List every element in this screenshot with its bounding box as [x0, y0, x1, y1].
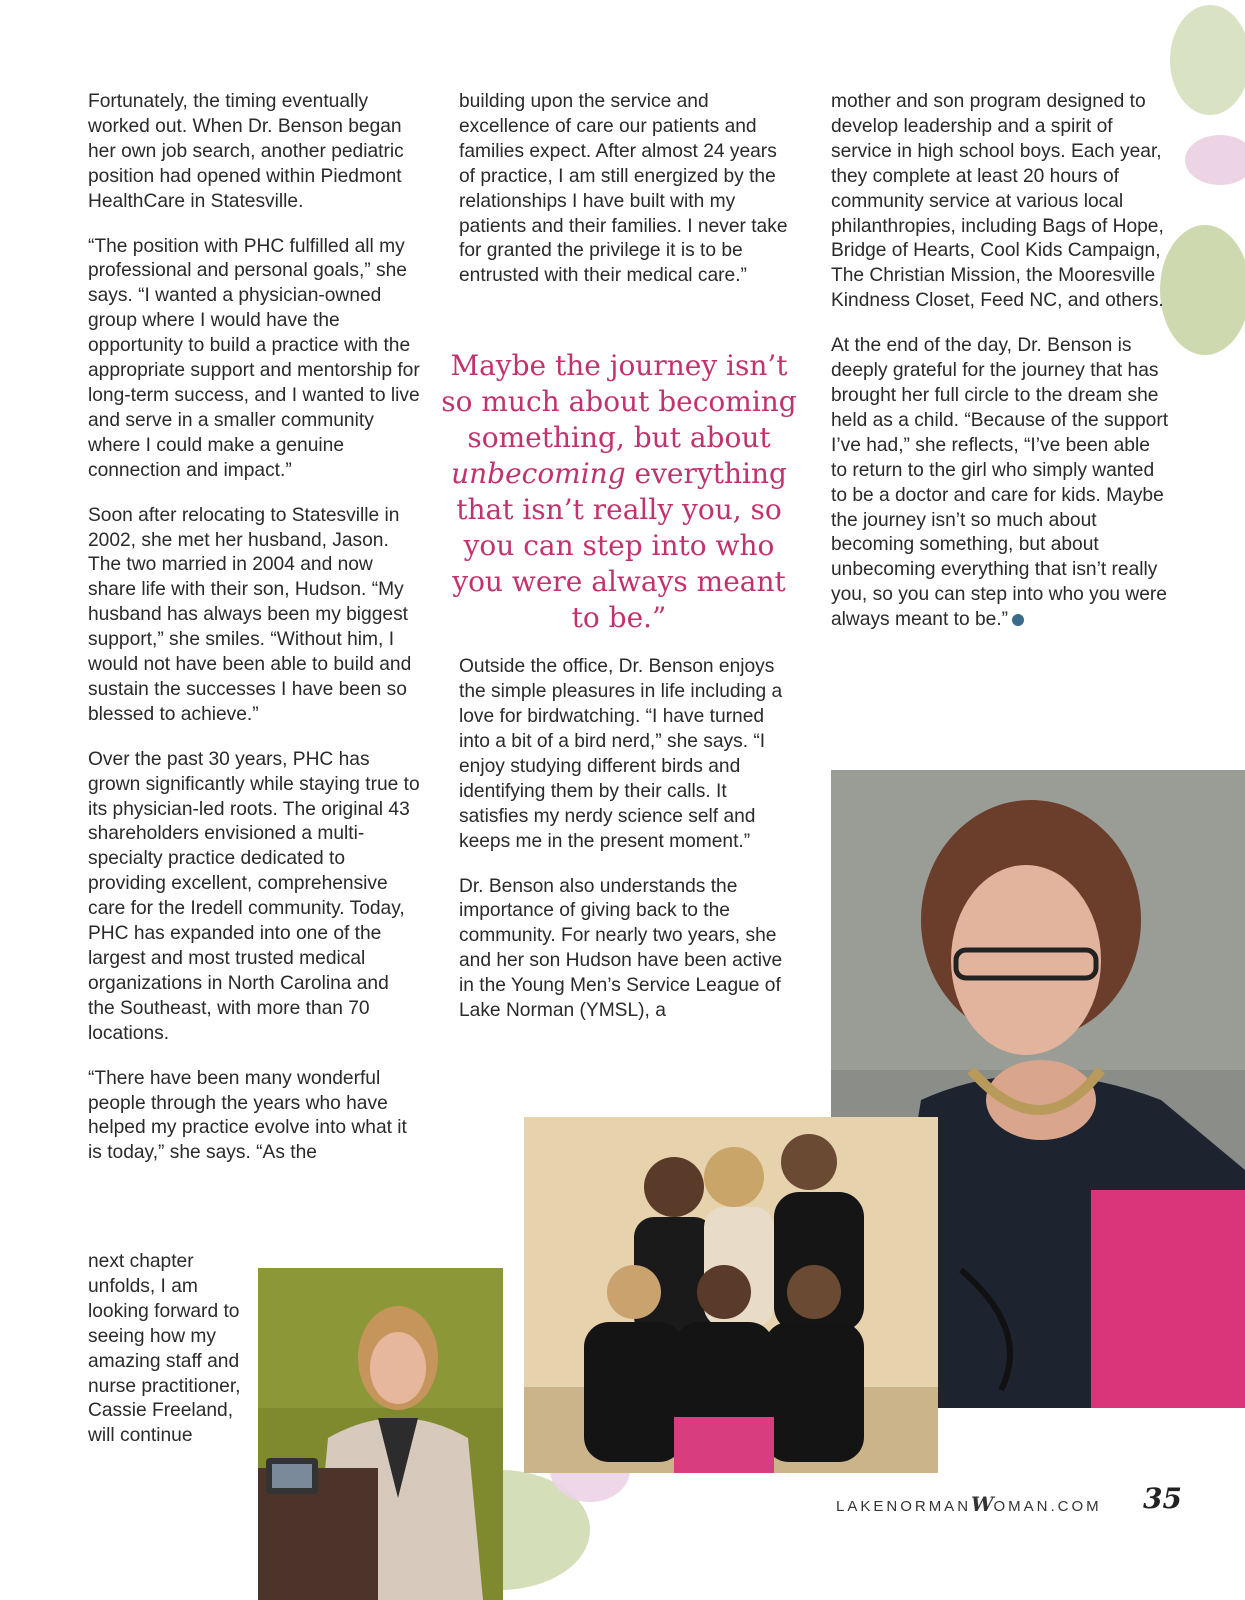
paragraph-final-text: At the end of the day, Dr. Benson is deeply grateful for the journey that has brought her full circle to the dream she held as a child. “Because of the support I’ve had,” she reflects, “I’ve been able to return to the girl who simply wanted to be a doctor and care for kids. Maybe the journey isn’t so much about becoming something, but about unbecoming everything that isn’t really you, so you can step into who you were always meant to be.”	[831, 335, 1169, 631]
pull-quote-text: Maybe the journey isn’t so much about becoming something, but about	[441, 349, 797, 454]
paragraph: “The position with PHC fulfilled all my professional and personal goals,” she says. “I wanted a physician-owned group where I would have the opportunity to build a practice with the appropriate support and mentorship for long-term success, and I wanted to live and serve in a smaller community where I could make a genuine connection and impact.”	[88, 235, 420, 481]
paragraph: Over the past 30 years, PHC has grown significantly while staying true to its physician-led roots. The original 43 shareholders envisioned a multi-specialty practice dedicated to providing excellent, comprehensive care for the Iredell community. Today, PHC has expanded into one of the largest and most trusted medical organizations in North Carolina and the Southeast, with more than 70 locations.	[88, 748, 420, 1044]
site-name-start: LAKENORMAN	[836, 1498, 972, 1515]
paragraph: Outside the office, Dr. Benson enjoys the simple pleasures in life including a love for birdwatching. “I have turned into a bit of a bird nerd,” she says. “I enjoy studying different birds and identifying them by their calls. It satisfies my nerdy science self and keeps me in the present moment.”	[459, 656, 783, 852]
paragraph: Soon after relocating to Statesville in 2002, she met her husband, Jason. The two married in 2004 and now share life with their son, Hudson. “My husband has always been my biggest support,” she smiles. “Without him, I would not have been able to build and sustain the successes I have been so blessed to achieve.”	[88, 504, 412, 725]
site-name-end: OMAN.COM	[993, 1498, 1102, 1515]
end-mark-icon	[1012, 614, 1024, 626]
article-column-1	[88, 90, 420, 1186]
paragraph: mother and son program designed to develop leadership and a spirit of service in high school boys. Each year, they complete at least 20 hours of community service at various local philanthropies, including Bags of Hope, Bridge of Hearts, Cool Kids Campaign, The Christian Mission, the Mooresville Kindness Closet, Feed NC, and others.	[831, 91, 1164, 312]
photo-nurse-practitioner	[258, 1268, 503, 1600]
paragraph: Fortunately, the timing eventually worked out. When Dr. Benson began her own job search, another pediatric position had opened within Piedmont HealthCare in Statesville.	[88, 91, 404, 212]
paragraph: Dr. Benson also understands the importance of giving back to the community. For nearly two years, she and her son Hudson have been active in the Young Men’s Service League of Lake Norman (YMSL), a	[459, 875, 783, 1022]
paragraph-final	[831, 334, 1171, 633]
pull-quote-text-end: everything that isn’t really you, so you can step into who you were always meant to be.”	[452, 457, 787, 634]
site-name-w: W	[971, 1492, 994, 1516]
paragraph: “There have been many wonderful people through the years who have helped my practice evolve into what it is today,” she says. “As the	[88, 1067, 407, 1164]
pull-quote-emphasis: unbecoming	[451, 457, 626, 490]
paragraph-tail: next chapter unfolds, I am looking forward to seeing how my amazing staff and nurse practitioner, Cassie Freeland, will continue	[88, 1251, 241, 1447]
pull-quote	[440, 348, 798, 636]
page-number: 35	[1143, 1482, 1182, 1515]
magazine-website	[836, 1492, 1102, 1516]
paragraph: building upon the service and excellence of care our patients and families expect. After almost 24 years of practice, I am still energized by the relationships I have built with my patients and their families. I never take for granted the privilege it is to be entrusted with their medical care.”	[459, 91, 788, 287]
photo-staff-group	[524, 1117, 938, 1473]
article-column-3	[831, 90, 1171, 653]
